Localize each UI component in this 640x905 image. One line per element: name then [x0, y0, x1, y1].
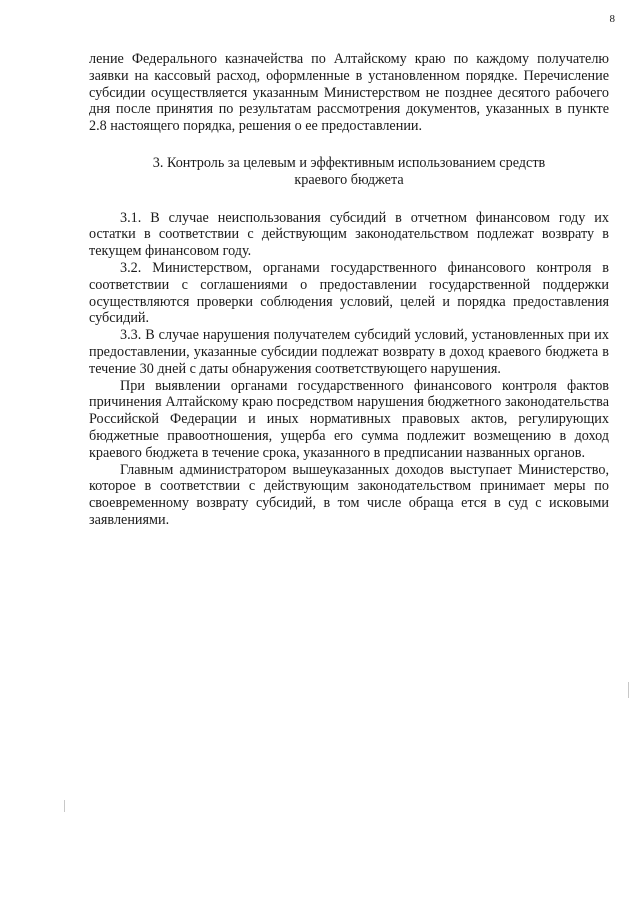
page-number: 8	[609, 13, 615, 25]
scan-edge-mark	[64, 800, 65, 812]
paragraph-continuation: ление Федерального казначейства по Алтайскому краю по каждому получателю заявки на кассовый расход, оформленные в установленном порядке. Перечисление субсидии осуществляется указанным Министерством не позднее десятого рабочего дня после принятия по результатам рассмотрения документов, указанных в пункте 2.8 настоящего порядка, решения о ее предоставлении.	[89, 51, 609, 135]
paragraph-damage-compensation: При выявлении органами государственного финансового контроля фактов причинения Алтайскому краю посредством нарушения бюджетного законодательства Российской Федерации и иных нормативных правовых актов, регулирующих бюджетные правоотношения, ущерба его сумма подлежит возмещению в доход краевого бюджета в течение срока, указанного в предписании названных органов.	[89, 377, 609, 461]
paragraph-chief-administrator: Главным администратором вышеуказанных доходов выступает Министерство, которое в соответствии с действующим законодательством принимает меры по своевременному возврату субсидий, в том числе обраща ется в суд с исковыми заявлениями.	[89, 461, 609, 528]
document-body	[89, 51, 609, 529]
section-heading	[89, 155, 609, 189]
paragraph-3-1: 3.1. В случае неиспользования субсидий в отчетном финансовом году их остатки в соответствии с действующим законодательством подлежат возврату в текущем финансовом году.	[89, 209, 609, 260]
scan-edge-mark	[628, 682, 629, 698]
section-heading-line-2: краевого бюджета	[294, 171, 404, 188]
section-heading-line-1: 3. Контроль за целевым и эффективным использованием средств	[152, 154, 546, 171]
paragraph-3-3: 3.3. В случае нарушения получателем субсидий условий, установленных при их предоставлении, указанные субсидии подлежат возврату в доход краевого бюджета в течение 30 дней с даты обнаружения соответствующего нарушения.	[89, 327, 609, 377]
paragraph-3-2: 3.2. Министерством, органами государственного финансового контроля в соответствии с соглашениями о предоставлении государственной поддержки осуществляются проверки соблюдения условий, целей и порядка предоставления субсидий.	[89, 259, 609, 327]
